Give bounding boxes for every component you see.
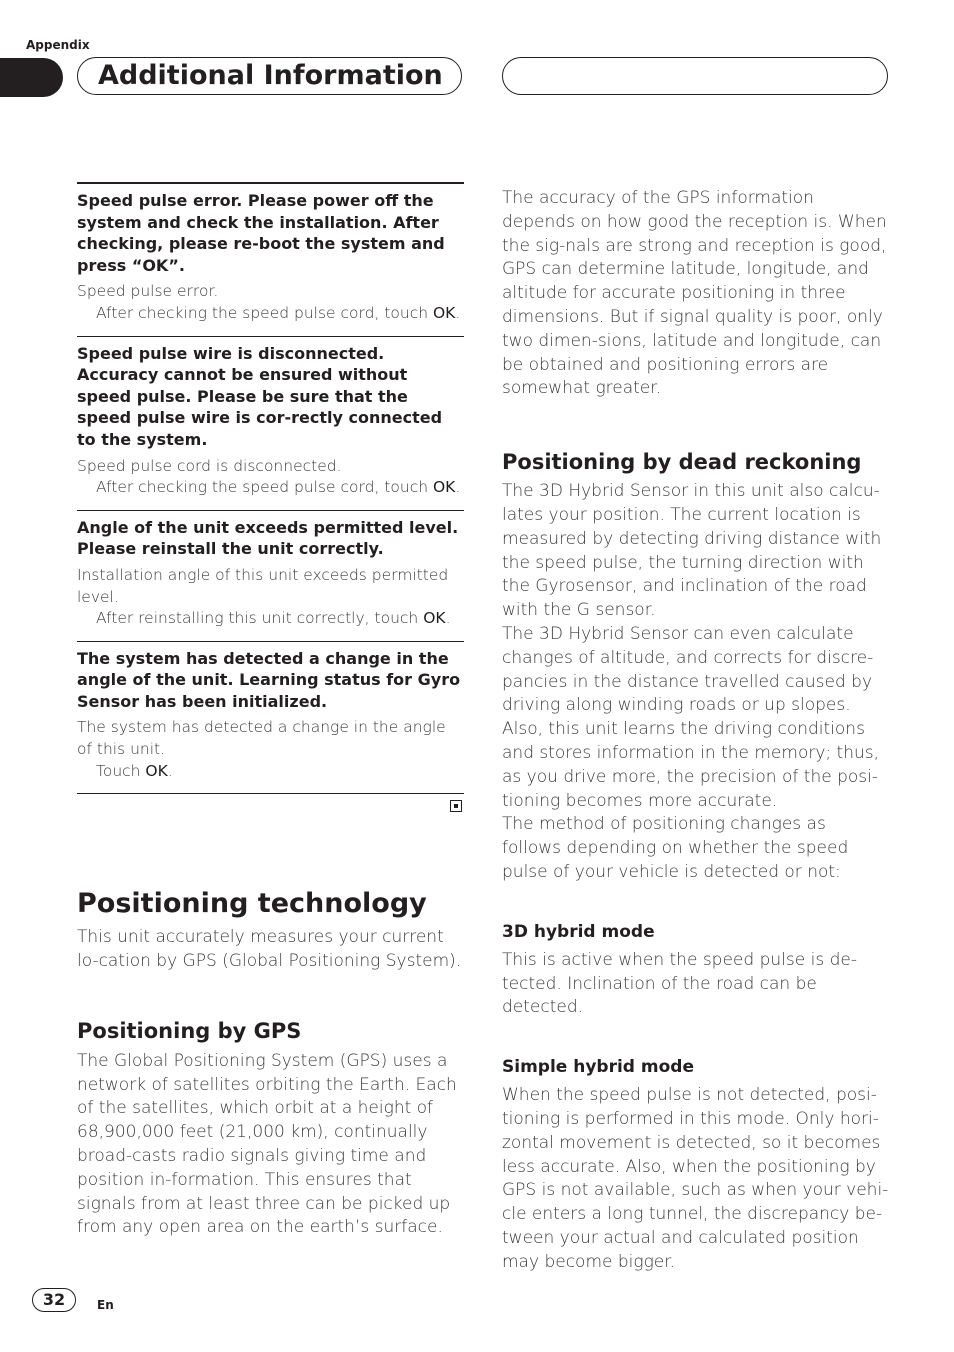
message-action: After reinstalling this unit correctly, touch OK. xyxy=(96,609,451,628)
message-block xyxy=(77,336,464,510)
positioning-title: Positioning technology xyxy=(77,888,427,920)
message-block xyxy=(77,510,464,641)
section-title: Additional Information xyxy=(98,60,443,91)
dead-reckoning-text-1: The 3D Hybrid Sensor in this unit also calcu-lates your position. The current location is measured by detecting driving distance with the speed pulse, the turning direction with the Gyrosensor, and inclination of the road with the G sensor. xyxy=(502,481,882,621)
mode-3d-text: This is active when the speed pulse is de-tected. Inclination of the road can be detected. xyxy=(502,949,857,1018)
message-block xyxy=(77,182,464,336)
page-number: 32 xyxy=(32,1288,76,1312)
message-description: The system has detected a change in the angle of this unit. xyxy=(77,718,446,759)
message-action: After checking the speed pulse cord, touch OK. xyxy=(96,478,461,497)
message-description: Speed pulse cord is disconnected. xyxy=(77,456,342,475)
end-of-section-icon xyxy=(450,800,462,812)
right-column xyxy=(502,187,889,1274)
dead-reckoning-text-2: The 3D Hybrid Sensor can even calculate changes of altitude, and corrects for discre-pancies in the distance travelled caused by driving along winding roads or up slopes. Also, this unit learns the driving conditions and stores information in the memory; thus, as you drive more, the precision of the posi-tioning becomes more accurate. xyxy=(502,623,880,811)
message-title: The system has detected a change in the angle of the unit. Learning status for Gyro Sensor has been initialized. xyxy=(77,648,461,711)
appendix-label: Appendix xyxy=(26,38,90,52)
section-title-frame xyxy=(77,57,462,95)
mode-simple-heading: Simple hybrid mode xyxy=(502,1057,694,1078)
left-column xyxy=(77,182,464,1240)
positioning-intro: This unit accurately measures your current lo-cation by GPS (Global Positioning System). xyxy=(77,927,462,972)
message-title: Angle of the unit exceeds permitted level. Please reinstall the unit correctly. xyxy=(77,517,459,559)
gps-accuracy-text: The accuracy of the GPS information depends on how good the reception is. When the sig-nals are strong and reception is good, GPS can determine latitude, longitude, and altitude for accurate positioning in three dimensions. But if signal quality is poor, only two dimen-sions, latitude and longitude, can be obtained and positioning errors are somewhat greater. xyxy=(502,188,887,399)
message-action: After checking the speed pulse cord, touch OK. xyxy=(96,303,461,322)
dead-reckoning-heading: Positioning by dead reckoning xyxy=(502,450,862,475)
dead-reckoning-text-3: The method of positioning changes as follows depending on whether the speed pulse of your vehicle is detected or not: xyxy=(502,814,849,882)
section-tab-marker xyxy=(0,58,63,97)
message-action: Touch OK. xyxy=(96,761,173,780)
mode-3d-heading: 3D hybrid mode xyxy=(502,921,655,942)
message-description: Speed pulse error. xyxy=(77,282,219,301)
message-title: Speed pulse wire is disconnected. Accuracy cannot be ensured without speed pulse. Please be sure that the speed pulse wire is cor-rectly connected to the system. xyxy=(77,343,443,449)
language-label: En xyxy=(97,1298,114,1312)
gps-heading: Positioning by GPS xyxy=(77,1018,302,1043)
gps-text: The Global Positioning System (GPS) uses a network of satellites orbiting the Earth. Each of the satellites, which orbit at a height of 68,900,000 feet (21,000 km), continually broad-casts radio signals giving time and position in-formation. This ensures that signals from at least three can be picked up from any open area on the earth’s surface. xyxy=(77,1050,457,1238)
message-title: Speed pulse error. Please power off the system and check the installation. After checking, please re-boot the system and press “OK”. xyxy=(77,191,445,275)
header-empty-frame xyxy=(502,57,888,95)
mode-simple-text: When the speed pulse is not detected, posi-tioning is performed in this mode. Only hori-zontal movement is detected, so it becomes less accurate. Also, when the positioning by GPS is not available, such as when your vehi-cle enters a long tunnel, the discrepancy be-tween your actual and calculated position may become bigger. xyxy=(502,1085,889,1272)
message-block xyxy=(77,641,464,794)
message-description: Installation angle of this unit exceeds permitted level. xyxy=(77,565,449,606)
